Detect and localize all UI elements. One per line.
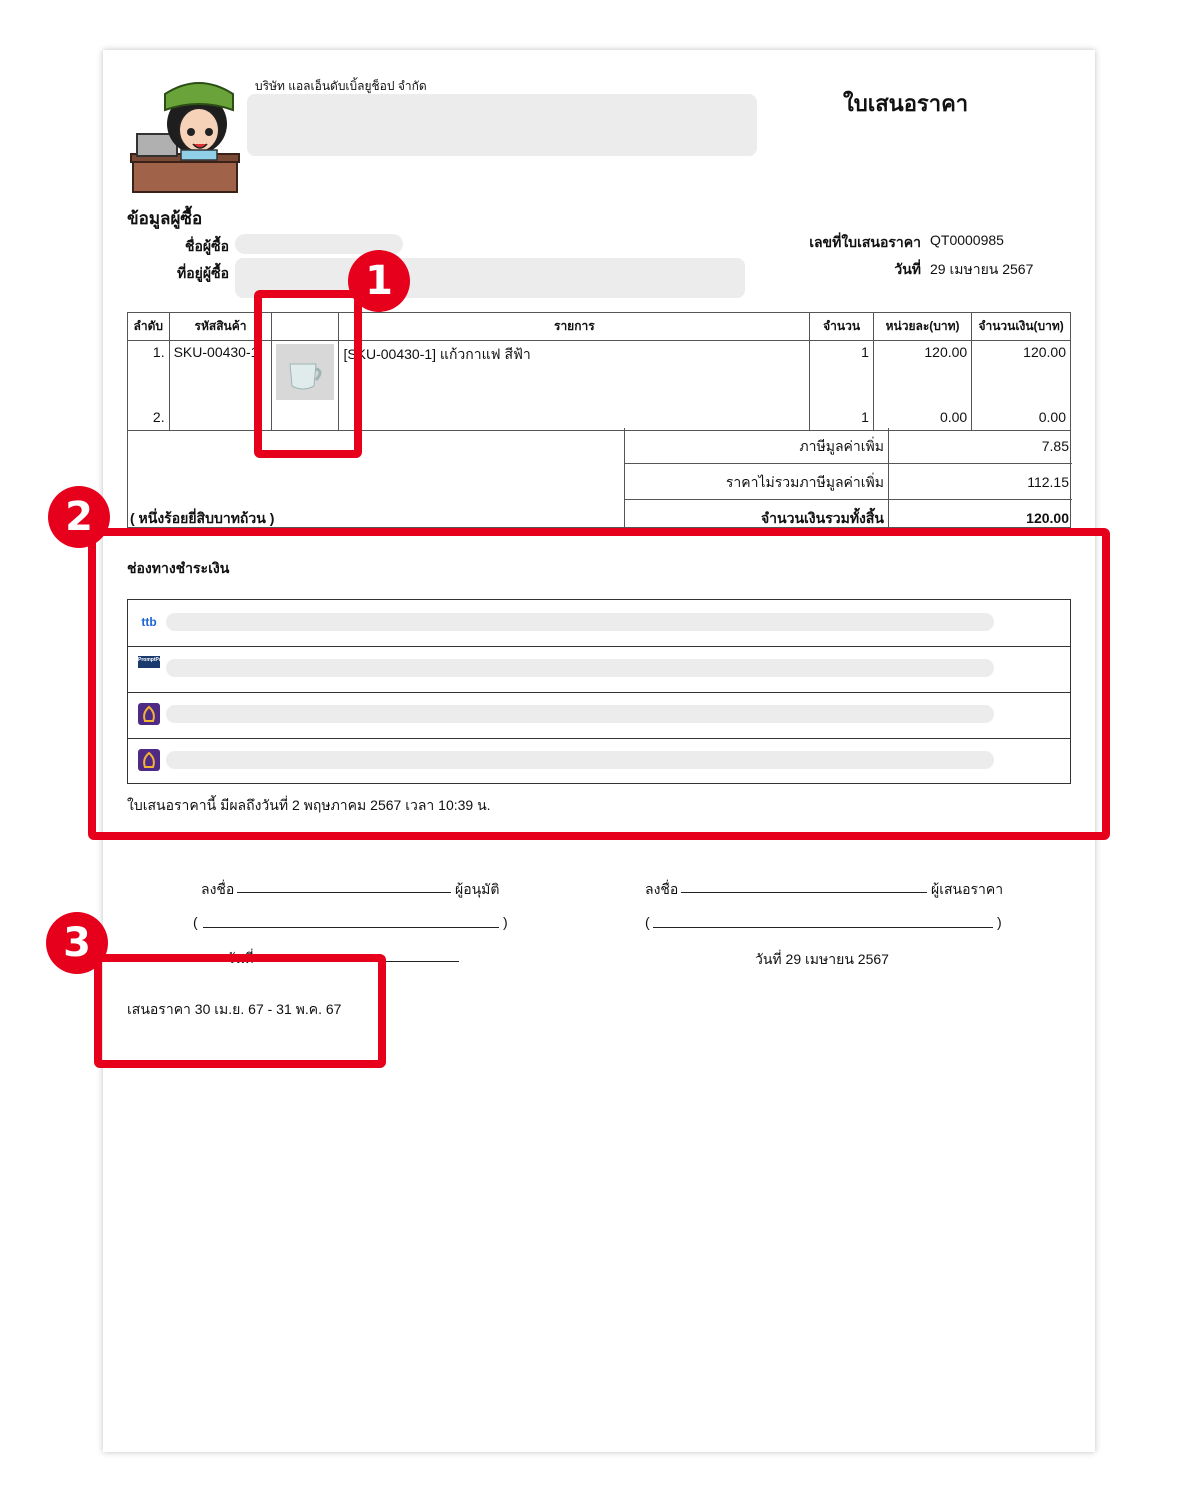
document-title: ใบเสนอราคา	[843, 91, 969, 116]
grand-total-value: 120.00	[1026, 510, 1069, 526]
company-logo-icon	[129, 72, 241, 194]
row-unit-price: 0.00	[873, 406, 971, 430]
approver-date-label: วันที่	[227, 950, 254, 966]
ttb-bank-icon: ttb	[141, 615, 157, 629]
row-qty: 1	[810, 406, 874, 430]
header-no: ลำดับ	[128, 313, 170, 341]
grand-total-label: จำนวนเงินรวมทั้งสิ้น	[625, 500, 889, 528]
approver-sign-line	[237, 892, 451, 893]
pre-vat-label: ราคาไม่รวมภาษีมูลค่าเพิ่ม	[625, 464, 889, 499]
quotation-page: บริษัท แอลเอ็นดับเบิ้ลยูช็อป จำกัด ใบเสนอราคา ข้อมูลผู้ซื้อ ชื่อผู้ซื้อ ที่อยู่ผู้ซื้อ เลขที่ใบเสนอราคา QT0000985 วันที่ 29 เมษายน 2567 ลำดับ รหัสสินค้า รายการ จำนวน หน่วยละ(บาท) จำนวนเงิน(บาท) 1. SKU-00430-1 [SKU-00430-1] แก้วกาแฟ สีฟ้า 1 120.00 120.00 2. 1 0.00 0.00 ภาษีมูลค่าเพิ่ม 7.85 ราคาไม่รวมภาษีมูลค่าเพิ่ม 112.15 จำนวนเงินรวมทั้งสิ้น 120.00 ( หนึ่งร้อยยี่สิบบาทถ้วน ) ช่องทางชำระเงิน ttb PromptPay ใบเสนอราคานี้ มีผลถึงวันที่ 2 พฤษภาคม 2567 เวลา 10:39 น. ลงชื่อ ผู้อนุมัติ ( ) วันที่ ลงชื่อ ผู้เสนอราคา ( ) วันที่ 29 เมษายน 2567 เสนอราคา 30 เม.ย. 67 - 31 พ.ค. 67	[103, 50, 1095, 1452]
pre-vat-row	[624, 464, 1072, 500]
quoter-label: ผู้เสนอราคา	[931, 881, 1004, 897]
approver-sign-label: ลงชื่อ	[201, 881, 235, 897]
row-qty: 1	[810, 341, 874, 407]
approver-label: ผู้อนุมัติ	[455, 881, 500, 897]
row-description: [SKU-00430-1] แก้วกาแฟ สีฟ้า	[339, 341, 810, 407]
buyer-address-label: ที่อยู่ผู้ซื้อ	[177, 265, 229, 281]
header-unit-price: หน่วยละ(บาท)	[873, 313, 971, 341]
company-name: บริษัท แอลเอ็นดับเบิ้ลยูช็อป จำกัด	[255, 79, 427, 93]
quote-number-label: เลขที่ใบเสนอราคา	[809, 234, 921, 250]
pre-vat-value: 112.15	[1027, 474, 1069, 490]
row-amount: 0.00	[972, 406, 1071, 430]
quoter-sign-label: ลงชื่อ	[645, 881, 679, 897]
quoter-date: วันที่ 29 เมษายน 2567	[755, 951, 889, 967]
quote-number: QT0000985	[930, 232, 1004, 248]
annotation-badge-2: 2	[48, 486, 110, 548]
vat-label: ภาษีมูลค่าเพิ่ม	[625, 428, 889, 463]
vat-value: 7.85	[1041, 438, 1069, 454]
header-amount: จำนวนเงิน(บาท)	[972, 313, 1071, 341]
annotation-box-1	[254, 290, 362, 458]
amount-in-words: ( หนึ่งร้อยยี่สิบบาทถ้วน )	[130, 510, 275, 526]
row-description	[339, 406, 810, 430]
row-no: 1.	[128, 341, 170, 407]
company-address-redacted	[247, 94, 757, 156]
row-sku: SKU-00430-1	[169, 341, 272, 407]
validity-note: ใบเสนอราคานี้ มีผลถึงวันที่ 2 พฤษภาคม 2567 เวลา 10:39 น.	[127, 797, 491, 813]
header-description: รายการ	[339, 313, 810, 341]
approver-name-line	[203, 927, 499, 928]
row-unit-price: 120.00	[873, 341, 971, 407]
annotation-box-3	[94, 954, 386, 1068]
row-amount: 120.00	[972, 341, 1071, 407]
annotation-badge-1: 1	[348, 250, 410, 312]
annotation-badge-3: 3	[46, 912, 108, 974]
header-qty: จำนวน	[810, 313, 874, 341]
quotation-period-note: เสนอราคา 30 เม.ย. 67 - 31 พ.ค. 67	[127, 1001, 342, 1017]
promptpay-icon: PromptPay	[138, 656, 160, 668]
quoter-sign-line	[681, 892, 927, 893]
buyer-section-title: ข้อมูลผู้ซื้อ	[127, 209, 203, 228]
annotation-box-2	[88, 528, 1110, 840]
grand-total-row	[624, 500, 1072, 528]
quote-date: 29 เมษายน 2567	[930, 261, 1034, 277]
header-sku: รหัสสินค้า	[169, 313, 272, 341]
vat-row	[624, 428, 1072, 464]
payment-title: ช่องทางชำระเงิน	[127, 560, 230, 576]
quoter-name-line	[653, 927, 993, 928]
row-no: 2.	[128, 406, 170, 430]
quote-date-label: วันที่	[894, 261, 921, 277]
buyer-name-label: ชื่อผู้ซื้อ	[184, 238, 229, 254]
